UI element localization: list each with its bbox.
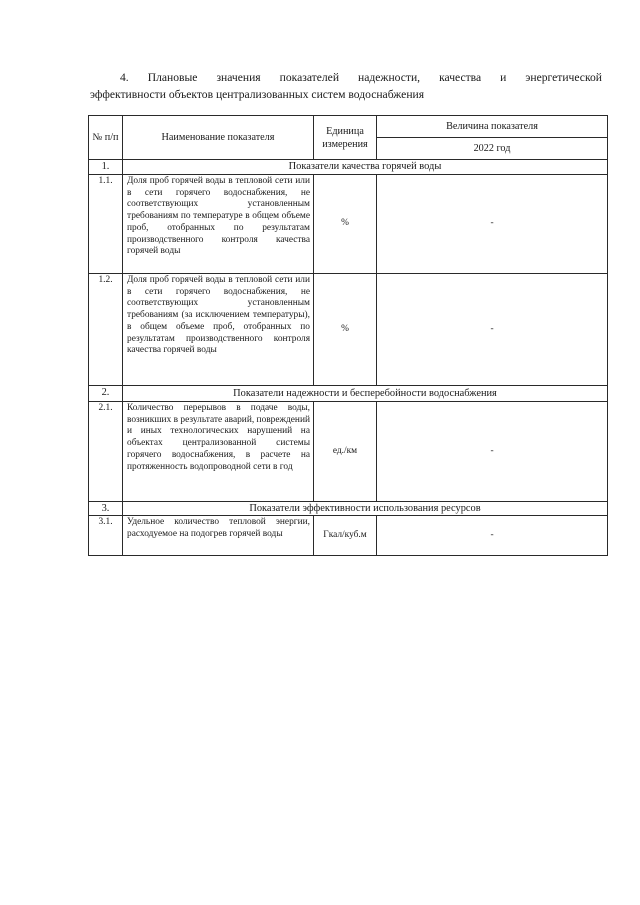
- row-value: -: [377, 516, 608, 556]
- row-num: 1.1.: [89, 175, 123, 274]
- row-value: -: [377, 274, 608, 386]
- section-title: Показатели надежности и бесперебойности водоснабжения: [123, 386, 608, 402]
- header-year: 2022 год: [377, 138, 608, 160]
- section-title: Показатели качества горячей воды: [123, 160, 608, 175]
- section-title: Показатели эффективности использования ресурсов: [123, 502, 608, 516]
- table-row: [89, 175, 608, 274]
- row-num: 3.1.: [89, 516, 123, 556]
- section-num: 3.: [89, 502, 123, 516]
- row-num: 1.2.: [89, 274, 123, 386]
- header-num: № п/п: [89, 116, 123, 160]
- row-unit: %: [314, 175, 377, 274]
- section-heading: [90, 69, 602, 103]
- section-row: [89, 160, 608, 175]
- section-row: [89, 502, 608, 516]
- table-row: [89, 516, 608, 556]
- row-unit: %: [314, 274, 377, 386]
- row-value: -: [377, 175, 608, 274]
- section-row: [89, 386, 608, 402]
- row-unit: Гкал/куб.м: [314, 516, 377, 556]
- row-name: Количество перерывов в подаче воды, возникших в результате аварий, повреждений и иных технологических нарушений на объектах централизованной системы горячего водоснабжения, в расчете на протяженность водопроводной сети в год: [123, 402, 314, 502]
- indicators-table: [88, 115, 608, 556]
- header-unit: Единица измерения: [314, 116, 377, 160]
- table-row: [89, 402, 608, 502]
- header-value-group: Величина показателя: [377, 116, 608, 138]
- row-name: Доля проб горячей воды в тепловой сети или в сети горячего водоснабжения, не соответствующих установленным требованиям (за исключением температуры), в общем объеме проб, отобранных по результатам производственного контроля качества горячей воды: [123, 274, 314, 386]
- row-name: Удельное количество тепловой энергии, расходуемое на подогрев горячей воды: [123, 516, 314, 556]
- heading-line-1: 4. Плановые значения показателей надежности, качества и энергетической: [120, 71, 602, 84]
- section-num: 2.: [89, 386, 123, 402]
- header-name: Наименование показателя: [123, 116, 314, 160]
- section-num: 1.: [89, 160, 123, 175]
- row-unit: ед./км: [314, 402, 377, 502]
- heading-line-2: эффективности объектов централизованных систем водоснабжения: [90, 88, 425, 101]
- row-name: Доля проб горячей воды в тепловой сети или в сети горячего водоснабжения, не соответствующих установленным требованиям по температуре в общем объеме проб, отобранных по результатам производственного контроля качества горячей воды: [123, 175, 314, 274]
- table-row: [89, 274, 608, 386]
- row-value: -: [377, 402, 608, 502]
- row-num: 2.1.: [89, 402, 123, 502]
